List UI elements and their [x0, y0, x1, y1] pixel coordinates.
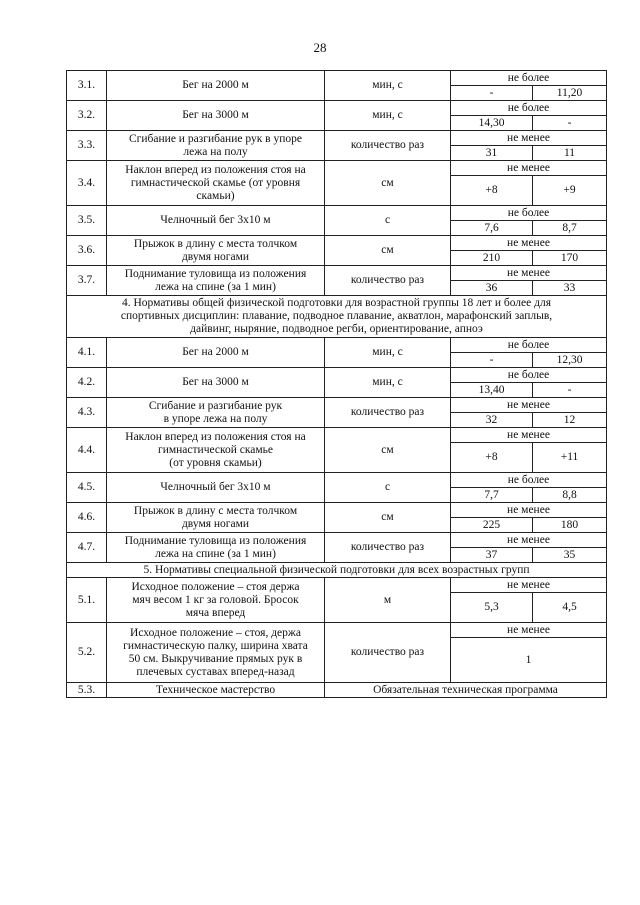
row-number: 3.7.: [67, 266, 107, 296]
norm-value-2: -: [533, 383, 607, 398]
norm-name: Челночный бег 3х10 м: [107, 206, 325, 236]
norm-value-1: 5,3: [451, 593, 533, 623]
row-number: 3.6.: [67, 236, 107, 266]
norm-limit-header: не менее: [451, 428, 607, 443]
norm-unit: количество раз: [325, 131, 451, 161]
row-number: 3.5.: [67, 206, 107, 236]
norm-value-1: 32: [451, 413, 533, 428]
norm-value: 1: [451, 638, 607, 683]
row-number: 4.1.: [67, 338, 107, 368]
norm-limit-header: не менее: [451, 533, 607, 548]
norm-name: Прыжок в длину с места толчком двумя ногами: [107, 236, 325, 266]
norm-unit: мин, с: [325, 368, 451, 398]
norm-name: Бег на 2000 м: [107, 71, 325, 101]
norm-value-2: 12: [533, 413, 607, 428]
norm-unit: с: [325, 206, 451, 236]
norm-value-2: -: [533, 116, 607, 131]
norm-value-2: 33: [533, 281, 607, 296]
norm-limit-header: не менее: [451, 131, 607, 146]
norm-value-2: 11,20: [533, 86, 607, 101]
norm-unit: мин, с: [325, 101, 451, 131]
norm-value-1: +8: [451, 443, 533, 473]
norm-value-2: 170: [533, 251, 607, 266]
norm-value-1: 36: [451, 281, 533, 296]
row-number: 5.1.: [67, 578, 107, 623]
norm-limit-header: не более: [451, 71, 607, 86]
norm-name: Бег на 3000 м: [107, 368, 325, 398]
norm-unit: количество раз: [325, 266, 451, 296]
row-number: 3.3.: [67, 131, 107, 161]
norm-name: Сгибание и разгибание рук в упоре лежа на полу: [107, 131, 325, 161]
technical-program: Обязательная техническая программа: [325, 683, 607, 698]
norm-value-1: 7,6: [451, 221, 533, 236]
norm-name: Сгибание и разгибание рук в упоре лежа на полу: [107, 398, 325, 428]
norm-value-1: -: [451, 353, 533, 368]
norm-value-2: 12,30: [533, 353, 607, 368]
norm-unit: см: [325, 161, 451, 206]
norm-unit: количество раз: [325, 623, 451, 683]
norm-value-1: 31: [451, 146, 533, 161]
row-number: 4.7.: [67, 533, 107, 563]
norm-name: Поднимание туловища из положения лежа на спине (за 1 мин): [107, 533, 325, 563]
norm-unit: количество раз: [325, 533, 451, 563]
norm-value-2: 4,5: [533, 593, 607, 623]
row-number: 3.4.: [67, 161, 107, 206]
norm-limit-header: не менее: [451, 266, 607, 281]
row-number: 3.2.: [67, 101, 107, 131]
norm-limit-header: не менее: [451, 236, 607, 251]
norm-value-2: 11: [533, 146, 607, 161]
row-number: 4.5.: [67, 473, 107, 503]
norm-name: Наклон вперед из положения стоя на гимнастической скамье (от уровня скамьи): [107, 428, 325, 473]
norm-limit-header: не более: [451, 338, 607, 353]
norm-value-2: 35: [533, 548, 607, 563]
norm-limit-header: не более: [451, 473, 607, 488]
section-heading: 5. Нормативы специальной физической подготовки для всех возрастных групп: [67, 563, 607, 578]
norm-unit: мин, с: [325, 338, 451, 368]
row-number: 5.3.: [67, 683, 107, 698]
norm-value-1: 13,40: [451, 383, 533, 398]
norm-unit: см: [325, 503, 451, 533]
row-number: 4.2.: [67, 368, 107, 398]
norm-name: Наклон вперед из положения стоя на гимнастической скамье (от уровня скамьи): [107, 161, 325, 206]
norm-value-1: 37: [451, 548, 533, 563]
norm-limit-header: не менее: [451, 161, 607, 176]
norm-name: Поднимание туловища из положения лежа на спине (за 1 мин): [107, 266, 325, 296]
norm-unit: см: [325, 428, 451, 473]
row-number: 4.3.: [67, 398, 107, 428]
norm-name: Бег на 3000 м: [107, 101, 325, 131]
norm-name: Челночный бег 3х10 м: [107, 473, 325, 503]
norm-unit: мин, с: [325, 71, 451, 101]
norm-limit-header: не более: [451, 101, 607, 116]
norm-value-2: 180: [533, 518, 607, 533]
norm-value-1: -: [451, 86, 533, 101]
row-number: 5.2.: [67, 623, 107, 683]
norm-limit-header: не менее: [451, 578, 607, 593]
norm-name: Техническое мастерство: [107, 683, 325, 698]
section-heading: 4. Нормативы общей физической подготовки для возрастной группы 18 лет и более для спортивных дисциплин: плавание, подводное плавание, акватлон, марафонский заплыв, дайвинг, ныряние, подводное регби, ориентирование, апноэ: [67, 296, 607, 338]
norm-value-2: +11: [533, 443, 607, 473]
page-number: 28: [313, 40, 327, 55]
norm-limit-header: не более: [451, 206, 607, 221]
row-number: 4.4.: [67, 428, 107, 473]
row-number: 3.1.: [67, 71, 107, 101]
norm-value-2: 8,7: [533, 221, 607, 236]
norm-unit: количество раз: [325, 398, 451, 428]
norm-value-2: 8,8: [533, 488, 607, 503]
norm-name: Исходное положение – стоя держа мяч весом 1 кг за головой. Бросок мяча вперед: [107, 578, 325, 623]
norm-unit: см: [325, 236, 451, 266]
norm-unit: с: [325, 473, 451, 503]
norm-name: Исходное положение – стоя, держа гимнастическую палку, ширина хвата 50 см. Выкручивание прямых рук в плечевых суставах вперед-назад: [107, 623, 325, 683]
norm-unit: м: [325, 578, 451, 623]
norm-value-1: 225: [451, 518, 533, 533]
norm-limit-header: не более: [451, 368, 607, 383]
norm-limit-header: не менее: [451, 398, 607, 413]
row-number: 4.6.: [67, 503, 107, 533]
norm-value-2: +9: [533, 176, 607, 206]
norm-limit-header: не менее: [451, 623, 607, 638]
norm-name: Прыжок в длину с места толчком двумя ногами: [107, 503, 325, 533]
norm-limit-header: не менее: [451, 503, 607, 518]
norm-value-1: 210: [451, 251, 533, 266]
norm-value-1: +8: [451, 176, 533, 206]
norm-value-1: 14,30: [451, 116, 533, 131]
norm-name: Бег на 2000 м: [107, 338, 325, 368]
norms-table: [66, 70, 607, 698]
norm-value-1: 7,7: [451, 488, 533, 503]
